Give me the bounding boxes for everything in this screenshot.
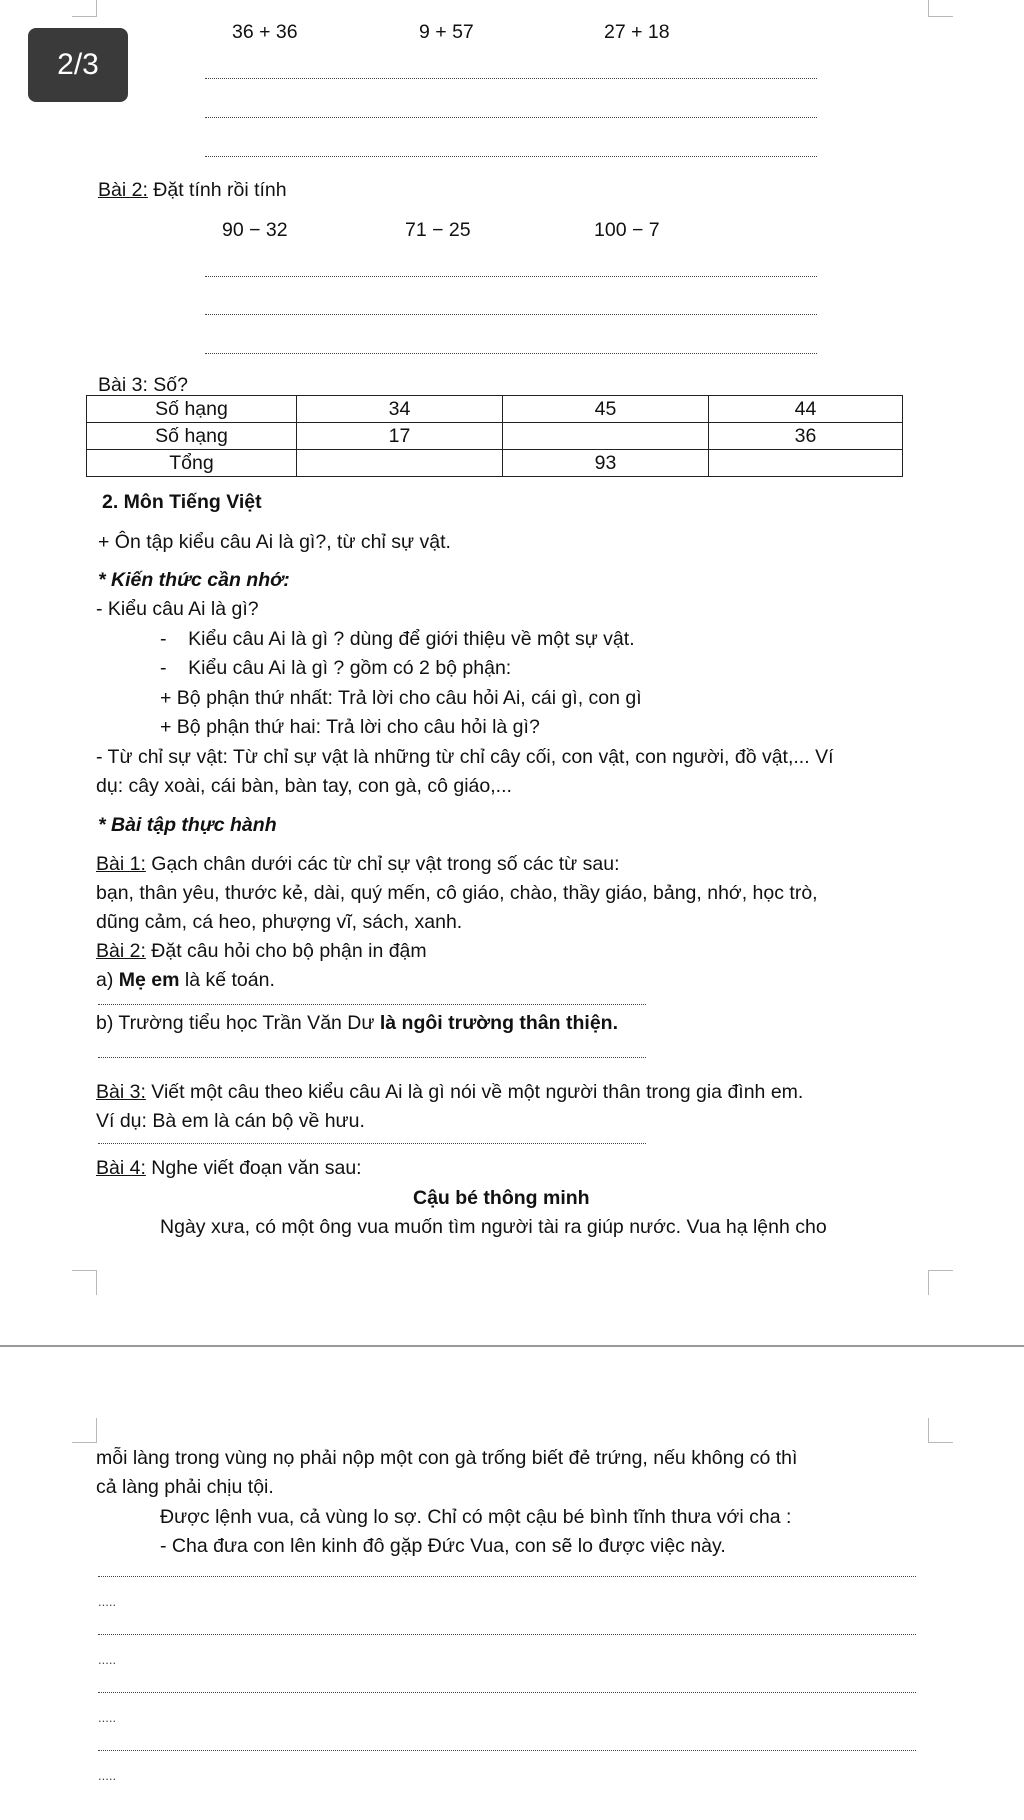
calc-ex2-1: 90 − 32 — [222, 219, 288, 241]
calc-ex2-2: 71 − 25 — [405, 219, 471, 241]
exercise-text: Gạch chân dưới các từ chỉ sự vật trong số các từ sau: — [145, 853, 620, 875]
answer-line — [98, 1057, 646, 1058]
table-cell: Tổng — [87, 450, 297, 477]
knowledge-heading: * Kiến thức cần nhớ: — [98, 569, 290, 591]
practice-2a — [96, 968, 275, 992]
story-line: cả làng phải chịu tội. — [96, 1476, 274, 1498]
table-cell — [297, 450, 503, 477]
answer-line — [98, 1750, 916, 1751]
table-cell — [709, 450, 903, 477]
margin-corner-top-right — [928, 1418, 953, 1443]
table-row — [87, 423, 903, 450]
exercise-text: Đặt tính rồi tính — [147, 179, 287, 201]
answer-line — [98, 1576, 916, 1577]
answer-line-tail: ..... — [98, 1594, 117, 1609]
practice-3 — [96, 1080, 803, 1104]
practice-1 — [96, 852, 620, 876]
exercise-label: Bài 2: — [96, 940, 146, 962]
answer-line — [98, 1634, 916, 1635]
margin-corner-top-left — [72, 1418, 97, 1443]
page-indicator: 2/3 — [28, 28, 128, 102]
bold-part: Mẹ em — [118, 969, 180, 991]
knowledge-bullet: - Kiểu câu Ai là gì ? gồm có 2 bộ phận: — [160, 657, 512, 679]
answer-line — [98, 1143, 646, 1144]
word-list: dũng cảm, cá heo, phượng vĩ, sách, xanh. — [96, 911, 463, 933]
practice-2b — [96, 1011, 618, 1035]
knowledge-line: + Bộ phận thứ hai: Trả lời cho câu hỏi là gì? — [160, 716, 540, 738]
exercise-2-heading — [98, 178, 287, 202]
story-line: mỗi làng trong vùng nọ phải nộp một con gà trống biết đẻ trứng, nếu không có thì — [96, 1447, 798, 1469]
margin-corner-top-right — [928, 0, 953, 17]
knowledge-text: Kiểu câu Ai là gì ? gồm có 2 bộ phận: — [188, 657, 512, 679]
margin-corner-bottom-right — [928, 1270, 953, 1295]
knowledge-line: + Bộ phận thứ nhất: Trả lời cho câu hỏi Ai, cái gì, con gì — [160, 687, 642, 709]
exercise-text: Viết một câu theo kiểu câu Ai là gì nói về một người thân trong gia đình em. — [145, 1081, 804, 1103]
story-title: Cậu bé thông minh — [413, 1187, 590, 1209]
story-line: Ngày xưa, có một ông vua muốn tìm người tài ra giúp nước. Vua hạ lệnh cho — [160, 1216, 827, 1238]
example-line: Ví dụ: Bà em là cán bộ về hưu. — [96, 1110, 365, 1132]
table-cell: 34 — [297, 396, 503, 423]
practice-2 — [96, 939, 427, 963]
table-cell: 44 — [709, 396, 903, 423]
answer-line — [98, 1692, 916, 1693]
section-title: 2. Môn Tiếng Việt — [102, 491, 262, 513]
exercise-text: Nghe viết đoạn văn sau: — [145, 1157, 362, 1179]
item-prefix: b) Trường tiểu học Trần Văn Dư — [96, 1012, 380, 1034]
calc-ex2-3: 100 − 7 — [594, 219, 660, 241]
table-cell: 93 — [503, 450, 709, 477]
answer-line — [205, 156, 817, 157]
knowledge-text: Kiểu câu Ai là gì ? dùng để giới thiệu về một sự vật. — [188, 628, 635, 650]
margin-corner-bottom-left — [72, 1270, 97, 1295]
answer-line — [205, 78, 817, 79]
knowledge-line: - Kiểu câu Ai là gì? — [96, 598, 259, 620]
sum-table — [86, 395, 903, 477]
calc-ex1-3: 27 + 18 — [604, 21, 670, 43]
calc-ex1-1: 36 + 36 — [232, 21, 298, 43]
item-rest: là kế toán. — [179, 969, 275, 991]
calc-ex1-2: 9 + 57 — [419, 21, 474, 43]
table-cell: 17 — [297, 423, 503, 450]
table-cell: 45 — [503, 396, 709, 423]
story-line: Được lệnh vua, cả vùng lo sợ. Chỉ có một cậu bé bình tĩnh thưa với cha : — [160, 1506, 792, 1528]
table-row — [87, 396, 903, 423]
answer-line — [205, 276, 817, 277]
knowledge-bullet: - Kiểu câu Ai là gì ? dùng để giới thiệu về một sự vật. — [160, 628, 635, 650]
answer-line — [205, 314, 817, 315]
page-break-divider — [0, 1345, 1024, 1347]
answer-line-tail: ..... — [98, 1652, 117, 1667]
exercise-3-heading: Bài 3: Số? — [98, 374, 188, 396]
item-prefix: a) — [96, 969, 119, 991]
answer-line — [205, 353, 817, 354]
table-cell: Số hạng — [87, 423, 297, 450]
exercise-label: Bài 1: — [96, 853, 146, 875]
table-cell: 36 — [709, 423, 903, 450]
story-line: - Cha đưa con lên kinh đô gặp Đức Vua, con sẽ lo được việc này. — [160, 1535, 726, 1557]
word-list: bạn, thân yêu, thước kẻ, dài, quý mến, cô giáo, chào, thầy giáo, bảng, nhớ, học trò, — [96, 882, 818, 904]
margin-corner-top-left — [72, 0, 97, 17]
knowledge-line: dụ: cây xoài, cái bàn, bàn tay, con gà, cô giáo,... — [96, 775, 512, 797]
topic-line: + Ôn tập kiểu câu Ai là gì?, từ chỉ sự vật. — [98, 531, 451, 553]
exercise-label: Bài 4: — [96, 1157, 146, 1179]
answer-line-tail: ..... — [98, 1768, 117, 1783]
exercise-text: Đặt câu hỏi cho bộ phận in đậm — [145, 940, 427, 962]
knowledge-line: - Từ chỉ sự vật: Từ chỉ sự vật là những từ chỉ cây cối, con vật, con người, đồ vật,... Ví — [96, 746, 834, 768]
exercise-label: Bài 3: — [96, 1081, 146, 1103]
answer-line — [205, 117, 817, 118]
table-cell: Số hạng — [87, 396, 297, 423]
answer-line — [98, 1004, 646, 1005]
bold-part: là ngôi trường thân thiện. — [379, 1012, 618, 1034]
practice-4 — [96, 1156, 362, 1180]
table-row — [87, 450, 903, 477]
exercise-label: Bài 2: — [98, 179, 148, 201]
answer-line-tail: ..... — [98, 1710, 117, 1725]
table-cell — [503, 423, 709, 450]
practice-heading: * Bài tập thực hành — [98, 814, 277, 836]
